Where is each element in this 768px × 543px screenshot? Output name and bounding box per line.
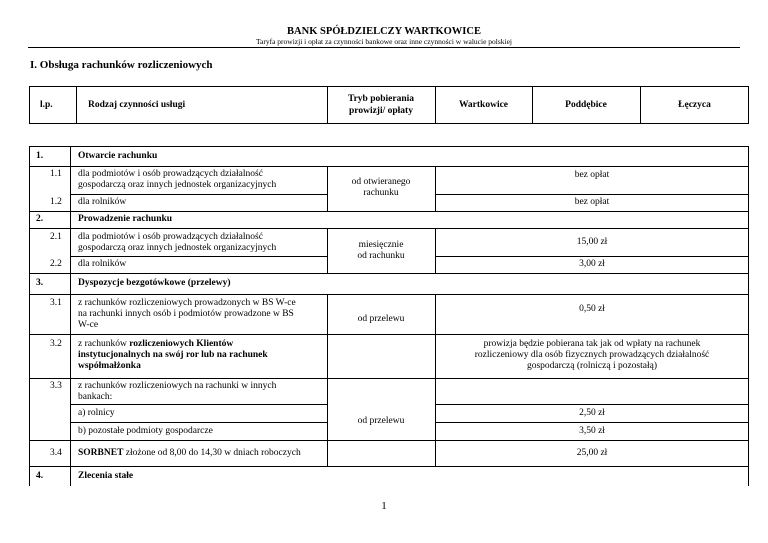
row-1-title: Otwarcie rachunku bbox=[78, 151, 158, 161]
row-3-3-a-fee: 2,50 zł bbox=[579, 408, 605, 418]
row-2-number: 2. bbox=[36, 214, 44, 224]
section-title: I. Obsługa rachunków rozliczeniowych bbox=[30, 59, 213, 71]
row-3-3-number: 3.3 bbox=[50, 381, 62, 391]
row-1-1-fee: bez opłat bbox=[574, 170, 610, 180]
row-3-1-text-line2: na rachunki innych osób i podmiotów prowadzone w BS bbox=[78, 309, 294, 319]
row-3-3-b-fee: 3,50 zł bbox=[579, 426, 605, 436]
row-1-1-text-line2: gospodarczą oraz innych jednostek organizacyjnych bbox=[78, 180, 277, 190]
row-3-2-number: 3.2 bbox=[50, 339, 62, 349]
row-3-2-text-line3: współmałżonka bbox=[78, 361, 141, 371]
row-3-title: Dyspozycje bezgotówkowe (przelewy) bbox=[78, 278, 231, 288]
row-2-title: Prowadzenie rachunku bbox=[78, 214, 173, 224]
row-2-1-text-line1: dla podmiotów i osób prowadzących działalność bbox=[78, 232, 263, 242]
row-1-mode-line2: rachunku bbox=[363, 188, 399, 198]
row-1-2-number: 1.2 bbox=[50, 197, 62, 207]
row-4-title: Zlecenia stałe bbox=[78, 471, 134, 481]
row-1-mode-line1: od otwieranego bbox=[351, 177, 411, 187]
row-3-1-text-line3: W-ce bbox=[78, 320, 99, 330]
row-3-3-text-line1: z rachunków rozliczeniowych na rachunki w innych bbox=[78, 381, 277, 391]
header-wartkowice: Wartkowice bbox=[458, 100, 509, 110]
header-poddebice: Poddębice bbox=[565, 100, 607, 110]
row-3-4-text: SORBNET złożone od 8,00 do 14,30 w dniach roboczych bbox=[78, 448, 301, 458]
row-4-number: 4. bbox=[36, 471, 44, 481]
row-1-1-number: 1.1 bbox=[50, 169, 62, 179]
row-3-3-b-text: b) pozostałe podmioty gospodarcze bbox=[78, 426, 213, 436]
header-lp: l.p. bbox=[40, 100, 53, 110]
row-3-2-text-line2: instytucjonalnych na swój ror lub na rachunek bbox=[78, 350, 268, 360]
row-2-1-fee: 15,00 zł bbox=[576, 237, 608, 247]
row-1-number: 1. bbox=[36, 151, 44, 161]
row-3-1-mode: od przelewu bbox=[357, 314, 405, 324]
row-1-1-text-line1: dla podmiotów i osób prowadzących działalność bbox=[78, 169, 263, 179]
header-leczyca: Łęczyca bbox=[678, 100, 711, 110]
row-3-1-number: 3.1 bbox=[50, 298, 62, 308]
header-service-name: Rodzaj czynności usługi bbox=[88, 100, 186, 110]
header-divider bbox=[28, 47, 740, 48]
row-2-1-number: 2.1 bbox=[50, 232, 62, 242]
row-3-4-number: 3.4 bbox=[50, 448, 62, 458]
row-3-2-fee-line1: prowizja będzie pobierana tak jak od wpłaty na rachunek bbox=[483, 339, 701, 349]
row-3-3-mode: od przelewu bbox=[357, 416, 405, 426]
row-2-2-number: 2.2 bbox=[50, 259, 62, 269]
row-2-2-text: dla rolników bbox=[78, 259, 127, 269]
row-1-2-text: dla rolników bbox=[78, 197, 127, 207]
row-3-1-text-line1: z rachunków rozliczeniowych prowadzonych w BS W-ce bbox=[78, 298, 296, 308]
row-3-number: 3. bbox=[36, 278, 44, 288]
header-mode-line1: Tryb pobierania bbox=[347, 94, 415, 104]
row-3-4-fee: 25,00 zł bbox=[576, 448, 608, 458]
row-3-3-text-line2: bankach: bbox=[78, 392, 113, 402]
row-2-1-text-line2: gospodarczą oraz innych jednostek organizacyjnych bbox=[78, 243, 277, 253]
header-mode-line2: prowizji/ opłaty bbox=[349, 106, 413, 116]
document-title: BANK SPÓŁDZIELCZY WARTKOWICE bbox=[287, 26, 481, 37]
page-number: 1 bbox=[381, 500, 387, 512]
row-2-mode-line2: od rachunku bbox=[357, 251, 405, 261]
row-3-3-a-text: a) rolnicy bbox=[78, 408, 115, 418]
row-3-2-fee-line3: gospodarczą (rolniczą i pozostałą) bbox=[526, 361, 658, 371]
document-subtitle: Taryfa prowizji i opłat za czynności bankowe oraz inne czynności w walucie polskiej bbox=[255, 37, 513, 46]
row-2-mode-line1: miesięcznie bbox=[358, 240, 404, 250]
row-3-2-text-line1: z rachunków rozliczeniowych Klientów bbox=[78, 339, 234, 349]
row-2-2-fee: 3,00 zł bbox=[579, 259, 605, 269]
row-1-2-fee: bez opłat bbox=[574, 197, 610, 207]
row-3-1-fee: 0,50 zł bbox=[579, 304, 605, 314]
row-3-2-fee-line2: rozliczeniowy dla osób fizycznych prowadzących działalność bbox=[474, 350, 710, 360]
